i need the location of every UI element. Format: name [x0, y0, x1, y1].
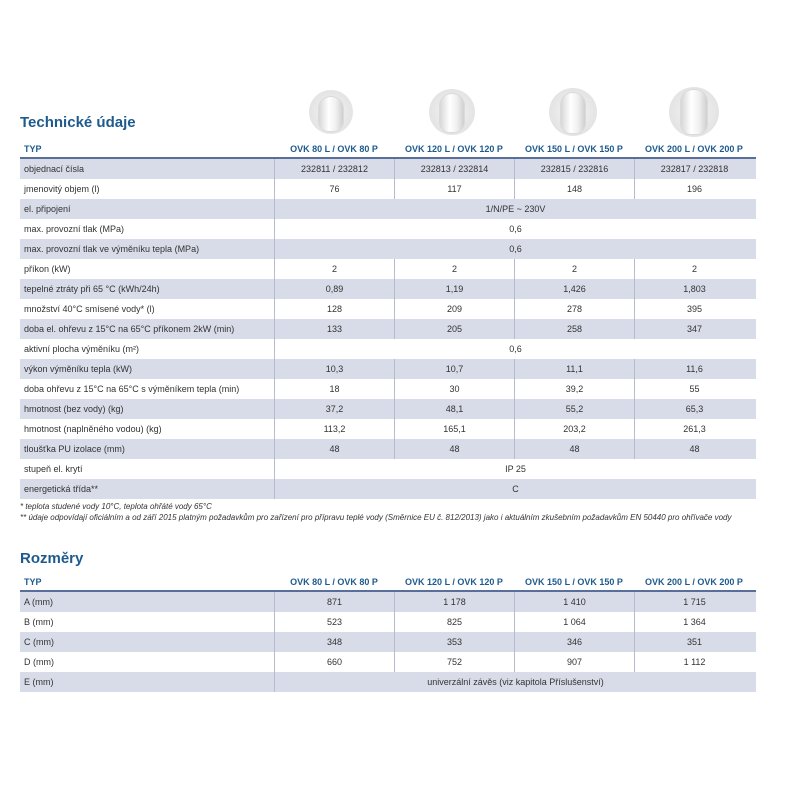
header-model: OVK 200 L / OVK 200 P	[645, 576, 743, 587]
row-value: 76	[274, 179, 394, 199]
row-value: 203,2	[514, 419, 634, 439]
table-row	[20, 259, 756, 279]
row-value: 205	[394, 319, 514, 339]
header-model: OVK 80 L / OVK 80 P	[290, 143, 378, 154]
row-value: 1 364	[634, 612, 754, 632]
row-value: 209	[394, 299, 514, 319]
row-value: 10,3	[274, 359, 394, 379]
row-value: 353	[394, 632, 514, 652]
row-value: 278	[514, 299, 634, 319]
row-value: 30	[394, 379, 514, 399]
row-value: 117	[394, 179, 514, 199]
row-value: 2	[634, 259, 754, 279]
header-model: OVK 150 L / OVK 150 P	[525, 576, 623, 587]
table-row	[20, 632, 756, 652]
table-row	[20, 359, 756, 379]
table-row	[20, 159, 756, 179]
row-label: D (mm)	[24, 657, 54, 667]
row-value: 1,426	[514, 279, 634, 299]
row-label: jmenovitý objem (l)	[24, 184, 100, 194]
row-label: stupeň el. krytí	[24, 464, 83, 474]
row-label: množství 40°C smísené vody* (l)	[24, 304, 155, 314]
row-label: aktivní plocha výměníku (m²)	[24, 344, 140, 354]
row-value: 48	[394, 439, 514, 459]
table-row	[20, 399, 756, 419]
row-value: 825	[394, 612, 514, 632]
header-typ: TYP	[24, 143, 42, 154]
row-value: 55,2	[514, 399, 634, 419]
row-value: 523	[274, 612, 394, 632]
row-label: el. připojení	[24, 204, 71, 214]
row-value: 2	[274, 259, 394, 279]
row-value: 232815 / 232816	[514, 159, 634, 179]
row-label: doba ohřevu z 15°C na 65°C s výměníkem tepla (min)	[24, 384, 240, 394]
table-header-row	[20, 140, 756, 159]
row-label: objednací čísla	[24, 164, 85, 174]
row-value: 2	[514, 259, 634, 279]
row-value: 261,3	[634, 419, 754, 439]
row-span-value: 1/N/PE ~ 230V	[274, 199, 756, 219]
table-row	[20, 239, 756, 259]
row-value: 39,2	[514, 379, 634, 399]
row-value: 1,803	[634, 279, 754, 299]
row-value: 1 112	[634, 652, 754, 672]
row-value: 351	[634, 632, 754, 652]
row-value: 871	[274, 592, 394, 612]
header-model: OVK 150 L / OVK 150 P	[525, 143, 623, 154]
row-value: 55	[634, 379, 754, 399]
row-span-value: 0,6	[274, 219, 756, 239]
table-row	[20, 612, 756, 632]
table-row	[20, 672, 756, 692]
table-row	[20, 592, 756, 612]
row-span-value: univerzální závěs (viz kapitola Příslušenství)	[274, 672, 756, 692]
row-label: doba el. ohřevu z 15°C na 65°C příkonem 2kW (min)	[24, 324, 235, 334]
table-row	[20, 219, 756, 239]
row-value: 65,3	[634, 399, 754, 419]
row-value: 48	[514, 439, 634, 459]
row-value: 48	[634, 439, 754, 459]
row-value: 232817 / 232818	[634, 159, 754, 179]
row-value: 11,6	[634, 359, 754, 379]
row-value: 165,1	[394, 419, 514, 439]
table-row	[20, 279, 756, 299]
table-row	[20, 299, 756, 319]
table-header-row	[20, 573, 756, 592]
row-label: max. provozní tlak ve výměníku tepla (MPa)	[24, 244, 200, 254]
row-value: 48	[274, 439, 394, 459]
row-value: 1 178	[394, 592, 514, 612]
row-value: 232811 / 232812	[274, 159, 394, 179]
footnote-1: * teplota studené vody 10°C, teplota ohřáté vody 65°C	[20, 502, 212, 511]
row-value: 11,1	[514, 359, 634, 379]
row-label: hmotnost (bez vody) (kg)	[24, 404, 124, 414]
table-row	[20, 319, 756, 339]
row-value: 113,2	[274, 419, 394, 439]
row-value: 1,19	[394, 279, 514, 299]
header-model: OVK 120 L / OVK 120 P	[405, 576, 503, 587]
header-model: OVK 120 L / OVK 120 P	[405, 143, 503, 154]
row-label: C (mm)	[24, 637, 54, 647]
row-value: 48,1	[394, 399, 514, 419]
row-label: výkon výměníku tepla (kW)	[24, 364, 133, 374]
footnotes	[20, 501, 760, 523]
row-label: A (mm)	[24, 597, 53, 607]
row-label: B (mm)	[24, 617, 54, 627]
row-value: 0,89	[274, 279, 394, 299]
row-span-value: IP 25	[274, 459, 756, 479]
row-value: 133	[274, 319, 394, 339]
row-value: 660	[274, 652, 394, 672]
section-title-technical: Technické údaje	[20, 114, 136, 131]
header-typ: TYP	[24, 576, 42, 587]
row-value: 1 715	[634, 592, 754, 612]
row-span-value: C	[274, 479, 756, 499]
row-value: 148	[514, 179, 634, 199]
row-value: 1 410	[514, 592, 634, 612]
row-label: max. provozní tlak (MPa)	[24, 224, 125, 234]
technical-table	[20, 140, 756, 499]
row-label: příkon (kW)	[24, 264, 71, 274]
table-row	[20, 179, 756, 199]
table-row	[20, 339, 756, 359]
section-title-dimensions: Rozměry	[20, 550, 84, 567]
row-value: 907	[514, 652, 634, 672]
row-value: 196	[634, 179, 754, 199]
row-label: energetická třída**	[24, 484, 99, 494]
row-label: E (mm)	[24, 677, 54, 687]
row-value: 347	[634, 319, 754, 339]
row-value: 258	[514, 319, 634, 339]
row-label: tloušťka PU izolace (mm)	[24, 444, 125, 454]
table-row	[20, 479, 756, 499]
dimensions-table	[20, 573, 756, 692]
header-model: OVK 80 L / OVK 80 P	[290, 576, 378, 587]
row-span-value: 0,6	[274, 239, 756, 259]
table-row	[20, 459, 756, 479]
row-value: 1 064	[514, 612, 634, 632]
table-row	[20, 199, 756, 219]
row-value: 348	[274, 632, 394, 652]
row-label: hmotnost (naplněného vodou) (kg)	[24, 424, 162, 434]
table-row	[20, 379, 756, 399]
row-value: 2	[394, 259, 514, 279]
row-value: 395	[634, 299, 754, 319]
table-row	[20, 439, 756, 459]
table-row	[20, 419, 756, 439]
table-row	[20, 652, 756, 672]
row-value: 37,2	[274, 399, 394, 419]
row-value: 128	[274, 299, 394, 319]
row-span-value: 0,6	[274, 339, 756, 359]
row-value: 346	[514, 632, 634, 652]
row-label: tepelné ztráty při 65 °C (kWh/24h)	[24, 284, 160, 294]
row-value: 18	[274, 379, 394, 399]
row-value: 752	[394, 652, 514, 672]
row-value: 232813 / 232814	[394, 159, 514, 179]
footnote-2: ** údaje odpovídají oficiálním a od září 2015 platným požadavkům pro zařízení pro přípravu teplé vody (Směrnice EU č. 812/2013) jako i aktuálním zkušebním požadavkům EN 50440 pro ohřívače vody	[20, 513, 732, 522]
header-model: OVK 200 L / OVK 200 P	[645, 143, 743, 154]
row-value: 10,7	[394, 359, 514, 379]
